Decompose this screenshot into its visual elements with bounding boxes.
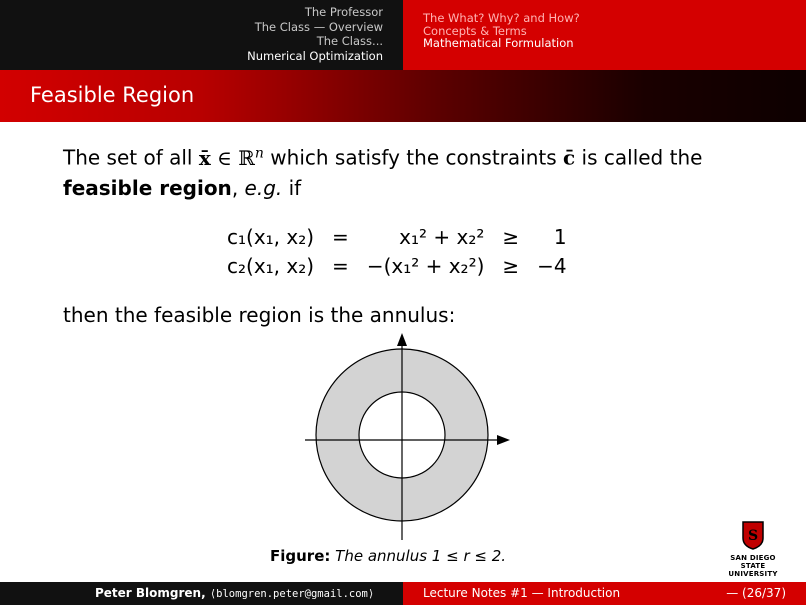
eq1-relation: ≥ [502,224,520,249]
sdsu-shield-icon [741,520,765,550]
university-logo [722,520,784,578]
equation-row-2 [218,251,576,280]
nav-item-what-why-how[interactable]: The What? Why? and How? [423,11,580,25]
intro-comma: , [231,175,245,200]
eq1-lhs: c₁(x₁, x₂) [227,224,315,249]
eq2-equals: = [332,253,349,278]
nav-item-class-overview[interactable]: The Class — Overview [254,19,383,34]
footer-author [95,582,374,606]
eq2-lhs: c₂(x₁, x₂) [227,253,315,278]
eq2-bound: −4 [537,253,567,278]
svg-text:S: S [747,528,759,544]
frame-title: Feasible Region [30,83,195,107]
intro-text-2: which satisfy the constraints [263,145,563,170]
intro-paragraph [63,138,763,203]
math-c-vector: c̄ [563,145,576,170]
logo-line-1: SAN DIEGO STATE [730,554,776,570]
equation-row-1 [218,222,576,251]
eq2-relation: ≥ [502,253,520,278]
figure-caption [270,547,506,565]
nav-item-mathematical-formulation[interactable]: Mathematical Formulation [423,36,574,50]
subsection-nav [423,12,580,50]
eg-text: e.g. [244,175,283,200]
footer-right [403,582,806,605]
nav-item-concepts-terms[interactable]: Concepts & Terms [423,23,527,38]
feasible-region-term: feasible region [63,175,232,200]
logo-line-2: UNIVERSITY [728,570,778,578]
intro-text-1: The set of all [63,145,199,170]
nav-item-professor[interactable]: The Professor [304,5,383,19]
x-axis-arrow-icon [497,435,510,445]
eq1-bound: 1 [553,224,567,249]
header-right-panel [403,0,806,70]
intro-text-3: is called the [575,145,703,170]
annulus-figure [305,330,515,544]
annulus-diagram [305,330,515,540]
nav-item-class[interactable]: The Class... [316,34,383,48]
header-left-panel [0,0,403,70]
nav-item-numerical-optimization[interactable]: Numerical Optimization [247,48,383,63]
y-axis-arrow-icon [397,333,407,346]
footer-page-number: — (26/37) [726,586,786,600]
intro-if: if [282,175,302,200]
caption-text: The annulus 1 ≤ r ≤ 2. [335,547,507,565]
eq2-rhs: −(x₁² + x₂²) [366,253,485,278]
section-nav [247,5,383,63]
footer-left [0,582,403,605]
caption-label: Figure: [270,547,331,565]
eq1-equals: = [332,224,349,249]
annulus-sentence: then the feasible region is the annulus: [63,303,456,327]
math-x-in-rn: x̄ ∈ ℝ$^n$ [198,145,264,170]
frame-title-bar [0,70,806,122]
constraint-equations [218,222,576,280]
author-name: Peter Blomgren, [95,586,210,600]
footer-lecture: Lecture Notes #1 — Introduction [423,586,621,600]
author-email: ⟨blomgren.peter@gmail.com⟩ [209,588,375,600]
eq1-rhs: x₁² + x₂² [399,224,485,249]
